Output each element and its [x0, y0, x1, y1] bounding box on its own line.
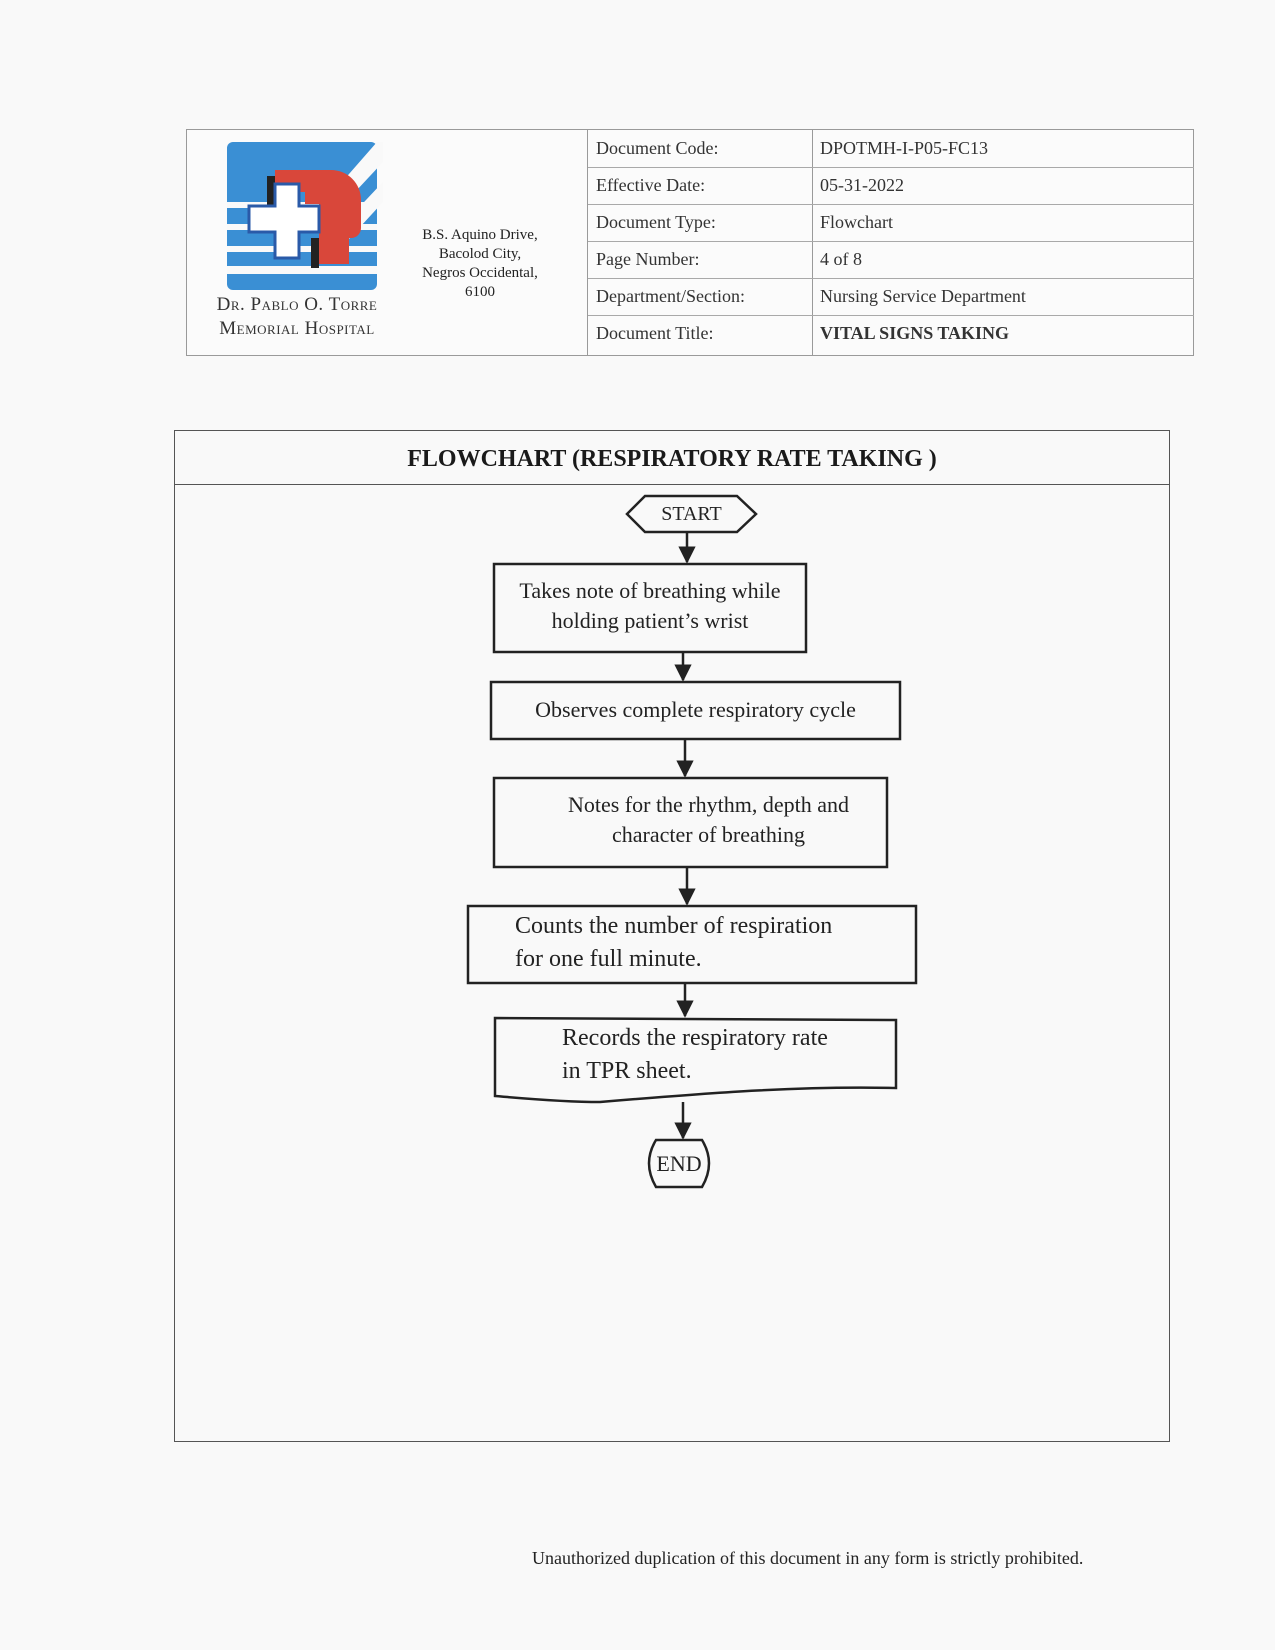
address-line: 6100	[465, 284, 495, 300]
meta-label: Page Number:	[596, 249, 700, 269]
flowchart-title: FLOWCHART (RESPIRATORY RATE TAKING )	[175, 431, 1169, 485]
end-label: END	[656, 1151, 702, 1176]
address-line: Bacolod City,	[438, 246, 522, 262]
step-text-line: Takes note of breathing while	[519, 578, 781, 603]
step-text-line: Records the respiratory rate	[562, 1025, 828, 1051]
step-text-line: holding patient’s wrist	[551, 608, 749, 633]
step-text-line: Counts the number of respiration	[515, 913, 833, 939]
step-text-line: in TPR sheet.	[562, 1058, 692, 1084]
address-line: B.S. Aquino Drive,	[422, 227, 538, 243]
meta-value: Flowchart	[820, 212, 893, 232]
address-line: Negros Occidental,	[422, 265, 538, 281]
step-text-line: character of breathing	[612, 822, 805, 847]
meta-label: Department/Section:	[596, 286, 745, 306]
step-1-text	[494, 576, 806, 636]
step-3-text	[530, 790, 887, 850]
footer-notice: Unauthorized duplication of this document in any form is strictly prohibited.	[532, 1548, 1084, 1568]
meta-label: Document Title:	[596, 323, 714, 343]
meta-value: DPOTMH-I-P05-FC13	[820, 138, 989, 158]
meta-value: 05-31-2022	[820, 175, 904, 195]
step-2-text: Observes complete respiratory cycle	[535, 697, 856, 722]
meta-label: Effective Date:	[596, 175, 706, 195]
step-5-text	[562, 1022, 892, 1088]
hospital-name-line1: Dr. Pablo O. Torre	[216, 294, 378, 315]
meta-label: Document Type:	[596, 212, 716, 232]
meta-value: VITAL SIGNS TAKING	[820, 323, 1010, 343]
hospital-name-line2: Memorial Hospital	[219, 318, 375, 339]
meta-value: 4 of 8	[820, 249, 862, 269]
meta-value: Nursing Service Department	[820, 286, 1026, 306]
start-label: START	[661, 503, 722, 525]
step-4-text	[515, 910, 915, 976]
step-text-line: Notes for the rhythm, depth and	[567, 792, 850, 817]
step-text-line: for one full minute.	[515, 946, 702, 972]
meta-label: Document Code:	[596, 138, 719, 158]
